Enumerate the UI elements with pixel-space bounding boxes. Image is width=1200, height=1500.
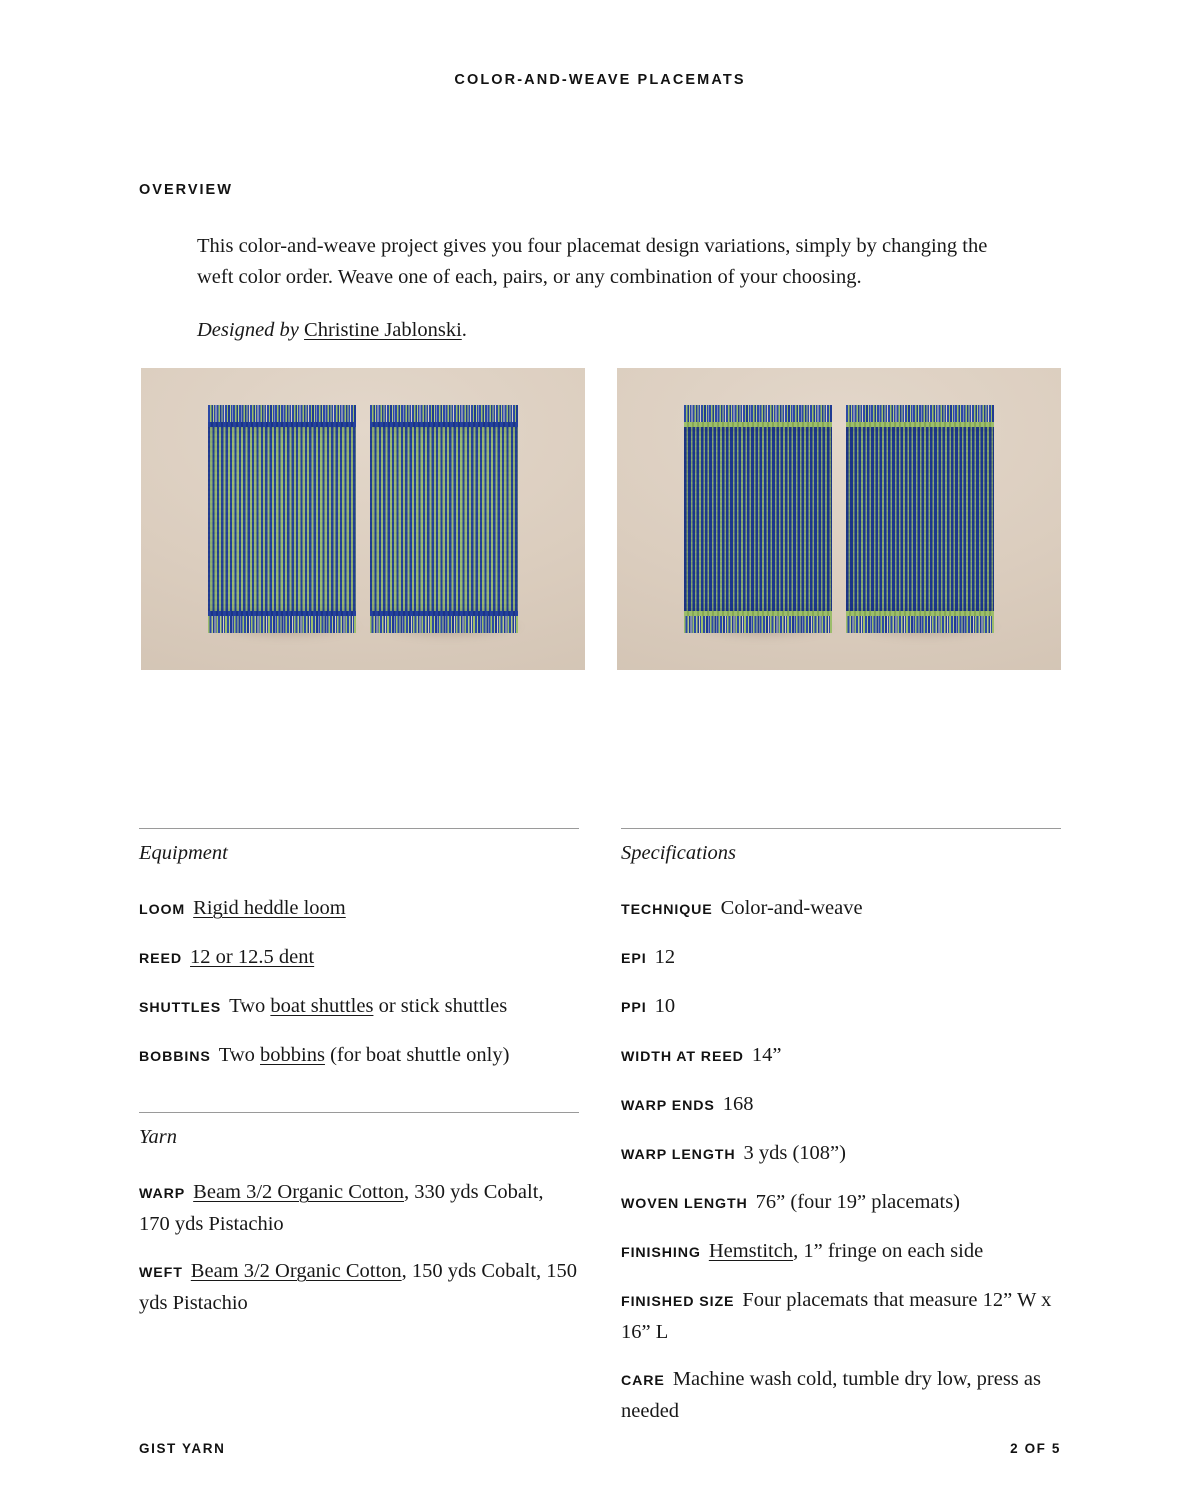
spec-row-technique — [621, 893, 1061, 925]
yarn-link-weft[interactable]: Beam 3/2 Organic Cotton — [190, 1260, 402, 1282]
overview-body — [197, 231, 997, 346]
yarn-list — [139, 1177, 579, 1318]
equipment-row-reed — [139, 942, 579, 974]
equipment-value-bobbins-head: Two — [218, 1044, 261, 1066]
spec-key-finishing: FINISHING — [621, 1245, 701, 1261]
spec-row-width-at-reed — [621, 1040, 1061, 1072]
equipment-link-bobbins[interactable]: bobbins — [260, 1044, 325, 1066]
fringe-bottom — [846, 616, 994, 633]
yarn-row-weft — [139, 1256, 579, 1318]
spec-key-technique: TECHNIQUE — [621, 902, 713, 918]
equipment-list — [139, 893, 579, 1072]
hemstitch-edge-top — [370, 422, 518, 427]
photo-gallery — [141, 368, 1061, 670]
spec-key-care: CARE — [621, 1373, 665, 1389]
hemstitch-edge-top — [846, 422, 994, 427]
spec-value-epi: 12 — [654, 946, 676, 968]
equipment-row-shuttles — [139, 991, 579, 1023]
spec-row-ppi — [621, 991, 1061, 1023]
equipment-key-loom: LOOM — [139, 902, 186, 918]
spec-row-epi — [621, 942, 1061, 974]
spec-value-finishing-tail: , 1” fringe on each side — [793, 1240, 984, 1262]
equipment-row-loom — [139, 893, 579, 925]
specifications-title: Specifications — [621, 842, 737, 864]
placemat-b2 — [846, 405, 994, 633]
spec-key-finished-size: FINISHED SIZE — [621, 1294, 735, 1310]
hemstitch-edge-top — [208, 422, 356, 427]
overview-paragraph: This color-and-weave project gives you four placemat design variations, simply by changing the weft color order. Weave one of each, pairs, or any combination of your choosing. — [197, 235, 988, 288]
spec-key-warp-length: WARP LENGTH — [621, 1147, 736, 1163]
hemstitch-edge-top — [684, 422, 832, 427]
spec-value-warp-length: 3 yds (108”) — [743, 1142, 846, 1164]
equipment-link-shuttles[interactable]: boat shuttles — [270, 995, 374, 1017]
hemstitch-edge-bottom — [684, 611, 832, 616]
fringe-top — [208, 405, 356, 422]
spec-key-epi: EPI — [621, 951, 647, 967]
woven-cloth — [846, 427, 994, 611]
placemat-a1 — [208, 405, 356, 633]
designed-by-label: Designed by — [197, 319, 305, 341]
yarn-title: Yarn — [139, 1126, 177, 1148]
specifications-list — [621, 893, 1061, 1426]
fringe-top — [370, 405, 518, 422]
designer-link[interactable]: Christine Jablonski — [304, 319, 462, 341]
hemstitch-edge-bottom — [208, 611, 356, 616]
fringe-top — [846, 405, 994, 422]
footer-page-number: 2 OF 5 — [1010, 1441, 1061, 1456]
designer-credit-period: . — [461, 319, 467, 341]
spec-key-warp-ends: WARP ENDS — [621, 1098, 715, 1114]
spec-row-care — [621, 1364, 1061, 1426]
equipment-value-bobbins-tail: (for boat shuttle only) — [324, 1044, 510, 1066]
yarn-block — [139, 1112, 579, 1318]
spec-value-ppi: 10 — [654, 995, 676, 1017]
fringe-bottom — [370, 616, 518, 633]
spec-key-ppi: PPI — [621, 1000, 647, 1016]
yarn-row-warp — [139, 1177, 579, 1239]
detail-columns — [139, 828, 1061, 1426]
spec-value-warp-ends: 168 — [722, 1093, 754, 1115]
equipment-key-reed: REED — [139, 951, 183, 967]
specifications-divider — [621, 828, 1061, 829]
woven-cloth — [684, 427, 832, 611]
fringe-top — [684, 405, 832, 422]
designer-credit — [197, 315, 997, 346]
yarn-key-weft: WEFT — [139, 1265, 183, 1281]
placemat-photo-variation-b — [617, 368, 1061, 670]
equipment-divider — [139, 828, 579, 829]
equipment-value-shuttles-head: Two — [229, 995, 271, 1017]
footer-brand: GIST YARN — [139, 1441, 226, 1456]
spec-row-finishing — [621, 1236, 1061, 1268]
placemat-a2 — [370, 405, 518, 633]
equipment-title: Equipment — [139, 842, 228, 864]
running-head: COLOR-AND-WEAVE PLACEMATS — [454, 72, 746, 88]
spec-value-woven-length: 76” (four 19” placemats) — [755, 1191, 961, 1213]
placemat-pair-a — [141, 368, 585, 670]
spec-value-care: Machine wash cold, tumble dry low, press as needed — [621, 1368, 1041, 1422]
spec-row-warp-ends — [621, 1089, 1061, 1121]
yarn-value-warp-tail: , 330 yds Cobalt, 170 yds Pistachio — [139, 1181, 544, 1235]
equipment-key-bobbins: BOBBINS — [139, 1049, 211, 1065]
woven-cloth — [208, 427, 356, 611]
spec-value-finished-size: Four placemats that measure 12” W x 16” L — [621, 1289, 1052, 1343]
yarn-link-warp[interactable]: Beam 3/2 Organic Cotton — [193, 1181, 405, 1203]
spec-value-technique: Color-and-weave — [720, 897, 863, 919]
yarn-divider — [139, 1112, 579, 1113]
spec-key-width-at-reed: WIDTH AT REED — [621, 1049, 744, 1065]
placemat-photo-variation-a — [141, 368, 585, 670]
equipment-link-loom[interactable]: Rigid heddle loom — [193, 897, 346, 919]
placemat-b1 — [684, 405, 832, 633]
yarn-value-weft-tail: , 150 yds Cobalt, 150 yds Pistachio — [139, 1260, 578, 1314]
spec-row-finished-size — [621, 1285, 1061, 1347]
right-column — [621, 828, 1061, 1426]
page-footer — [139, 1441, 1061, 1456]
spec-value-width-at-reed: 14” — [751, 1044, 782, 1066]
fringe-bottom — [684, 616, 832, 633]
placemat-pair-b — [617, 368, 1061, 670]
spec-link-hemstitch[interactable]: Hemstitch — [708, 1240, 794, 1262]
equipment-row-bobbins — [139, 1040, 579, 1072]
hemstitch-edge-bottom — [846, 611, 994, 616]
yarn-key-warp: WARP — [139, 1186, 186, 1202]
hemstitch-edge-bottom — [370, 611, 518, 616]
fringe-bottom — [208, 616, 356, 633]
left-column — [139, 828, 579, 1426]
equipment-key-shuttles: SHUTTLES — [139, 1000, 222, 1016]
equipment-link-reed[interactable]: 12 or 12.5 dent — [190, 946, 315, 968]
equipment-value-shuttles-tail: or stick shuttles — [373, 995, 508, 1017]
overview-heading: OVERVIEW — [139, 182, 233, 198]
spec-key-woven-length: WOVEN LENGTH — [621, 1196, 748, 1212]
woven-cloth — [370, 427, 518, 611]
spec-row-warp-length — [621, 1138, 1061, 1170]
spec-row-woven-length — [621, 1187, 1061, 1219]
